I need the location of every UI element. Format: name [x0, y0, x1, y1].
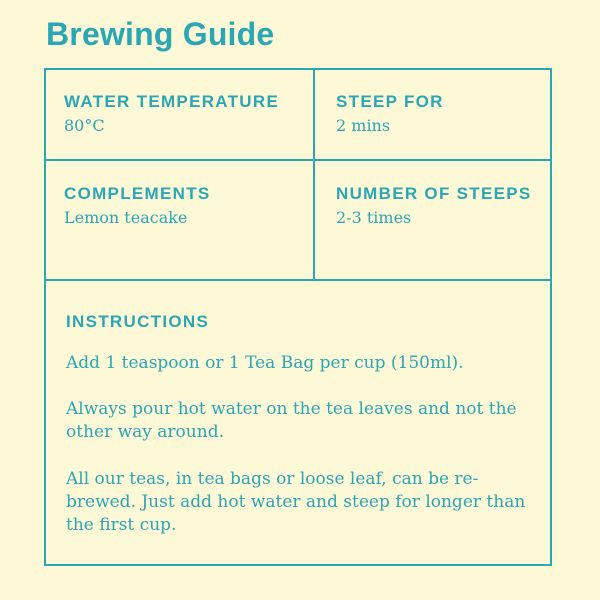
instruction-paragraph-3: All our teas, in tea bags or loose leaf, can be re-brewed. Just add hot water and steep for longer than the first cup. [66, 469, 526, 535]
water-temperature-label: WATER TEMPERATURE [64, 92, 280, 111]
instruction-paragraph-2: Always pour hot water on the tea leaves and not the other way around. [66, 399, 517, 442]
number-of-steeps-label: NUMBER OF STEEPS [336, 184, 532, 203]
column-divider [313, 70, 315, 281]
row-divider-2 [46, 279, 550, 281]
instructions-cell [66, 312, 536, 552]
instruction-paragraph-1: Add 1 teaspoon or 1 Tea Bag per cup (150ml). [66, 353, 464, 373]
instructions-label: INSTRUCTIONS [66, 312, 210, 331]
row-divider-1 [46, 159, 550, 161]
number-of-steeps-value: 2-3 times [336, 208, 412, 227]
water-temperature-cell [64, 92, 279, 135]
complements-cell [64, 184, 211, 227]
page-title: Brewing Guide [46, 16, 275, 52]
number-of-steeps-cell [336, 184, 532, 227]
steep-for-cell [336, 92, 444, 135]
water-temperature-value: 80°C [64, 116, 105, 135]
steep-for-label: STEEP FOR [336, 92, 444, 111]
brewing-guide-table [44, 68, 552, 566]
complements-label: COMPLEMENTS [64, 184, 211, 203]
steep-for-value: 2 mins [336, 116, 391, 135]
complements-value: Lemon teacake [64, 208, 188, 227]
